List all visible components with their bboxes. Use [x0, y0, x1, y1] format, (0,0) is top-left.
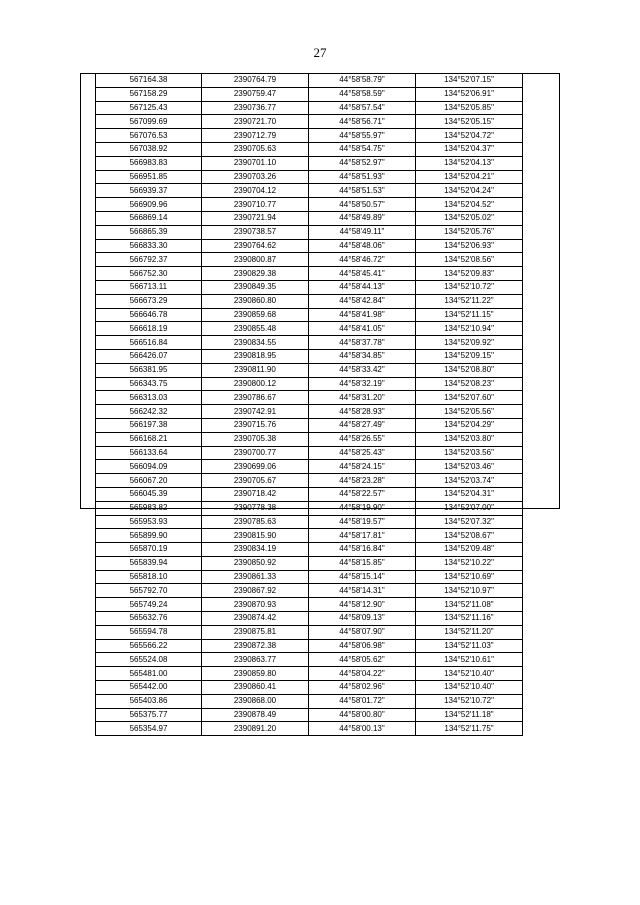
table-row [96, 653, 523, 667]
y-coordinate-cell: 2390742.91 [202, 405, 309, 419]
longitude-cell: 134°52'05.76" [416, 225, 523, 239]
y-coordinate-cell: 2390738.57 [202, 225, 309, 239]
table-row [96, 584, 523, 598]
x-coordinate-cell: 565983.82 [96, 501, 202, 515]
x-coordinate-cell: 566673.29 [96, 294, 202, 308]
x-coordinate-cell: 566951.85 [96, 170, 202, 184]
latitude-cell: 44°58'49.11" [309, 225, 416, 239]
x-coordinate-cell: 565481.00 [96, 667, 202, 681]
latitude-cell: 44°58'22.57" [309, 487, 416, 501]
longitude-cell: 134°52'03.74" [416, 474, 523, 488]
longitude-cell: 134°52'11.15" [416, 308, 523, 322]
y-coordinate-cell: 2390715.76 [202, 418, 309, 432]
x-coordinate-cell: 565749.24 [96, 598, 202, 612]
table-row [96, 570, 523, 584]
y-coordinate-cell: 2390891.20 [202, 722, 309, 736]
longitude-cell: 134°52'08.23" [416, 377, 523, 391]
y-coordinate-cell: 2390701.10 [202, 156, 309, 170]
x-coordinate-cell: 565354.97 [96, 722, 202, 736]
latitude-cell: 44°58'54.75" [309, 142, 416, 156]
table-row [96, 239, 523, 253]
table-row [96, 129, 523, 143]
x-coordinate-cell: 566792.37 [96, 253, 202, 267]
latitude-cell: 44°58'44.13" [309, 280, 416, 294]
latitude-cell: 44°58'51.93" [309, 170, 416, 184]
x-coordinate-cell: 565442.00 [96, 681, 202, 695]
x-coordinate-cell: 566939.37 [96, 184, 202, 198]
latitude-cell: 44°58'26.55" [309, 432, 416, 446]
x-coordinate-cell: 566045.39 [96, 487, 202, 501]
longitude-cell: 134°52'06.93" [416, 239, 523, 253]
latitude-cell: 44°58'19.57" [309, 515, 416, 529]
latitude-cell: 44°58'31.20" [309, 391, 416, 405]
table-row [96, 87, 523, 101]
latitude-cell: 44°58'52.97" [309, 156, 416, 170]
latitude-cell: 44°58'15.85" [309, 556, 416, 570]
x-coordinate-cell: 566618.19 [96, 322, 202, 336]
latitude-cell: 44°58'50.57" [309, 198, 416, 212]
table-row [96, 101, 523, 115]
longitude-cell: 134°52'11.75" [416, 722, 523, 736]
longitude-cell: 134°52'11.03" [416, 639, 523, 653]
x-coordinate-cell: 565524.08 [96, 653, 202, 667]
y-coordinate-cell: 2390721.94 [202, 211, 309, 225]
x-coordinate-cell: 565403.86 [96, 694, 202, 708]
longitude-cell: 134°52'07.00" [416, 501, 523, 515]
longitude-cell: 134°52'05.85" [416, 101, 523, 115]
x-coordinate-cell: 566067.20 [96, 474, 202, 488]
latitude-cell: 44°58'37.78" [309, 336, 416, 350]
y-coordinate-cell: 2390786.67 [202, 391, 309, 405]
x-coordinate-cell: 567038.92 [96, 142, 202, 156]
table-row [96, 543, 523, 557]
table-row [96, 694, 523, 708]
x-coordinate-cell: 566983.83 [96, 156, 202, 170]
table-row [96, 667, 523, 681]
y-coordinate-cell: 2390705.67 [202, 474, 309, 488]
table-row [96, 225, 523, 239]
y-coordinate-cell: 2390859.80 [202, 667, 309, 681]
y-coordinate-cell: 2390818.95 [202, 349, 309, 363]
longitude-cell: 134°52'04.29" [416, 418, 523, 432]
longitude-cell: 134°52'05.56" [416, 405, 523, 419]
longitude-cell: 134°52'07.32" [416, 515, 523, 529]
y-coordinate-cell: 2390834.19 [202, 543, 309, 557]
y-coordinate-cell: 2390829.38 [202, 267, 309, 281]
table-row [96, 74, 523, 88]
y-coordinate-cell: 2390705.38 [202, 432, 309, 446]
latitude-cell: 44°58'04.22" [309, 667, 416, 681]
x-coordinate-cell: 567076.53 [96, 129, 202, 143]
table-row [96, 308, 523, 322]
latitude-cell: 44°58'23.28" [309, 474, 416, 488]
longitude-cell: 134°52'04.21" [416, 170, 523, 184]
x-coordinate-cell: 565870.19 [96, 543, 202, 557]
latitude-cell: 44°58'33.42" [309, 363, 416, 377]
table-row [96, 211, 523, 225]
latitude-cell: 44°58'55.97" [309, 129, 416, 143]
longitude-cell: 134°52'11.08" [416, 598, 523, 612]
table-row [96, 460, 523, 474]
table-row [96, 418, 523, 432]
x-coordinate-cell: 565566.22 [96, 639, 202, 653]
longitude-cell: 134°52'07.60" [416, 391, 523, 405]
y-coordinate-cell: 2390855.48 [202, 322, 309, 336]
latitude-cell: 44°58'02.96" [309, 681, 416, 695]
y-coordinate-cell: 2390764.79 [202, 74, 309, 88]
longitude-cell: 134°52'10.97" [416, 584, 523, 598]
x-coordinate-cell: 566343.75 [96, 377, 202, 391]
table-row [96, 349, 523, 363]
latitude-cell: 44°58'32.19" [309, 377, 416, 391]
y-coordinate-cell: 2390878.49 [202, 708, 309, 722]
latitude-cell: 44°58'07.90" [309, 625, 416, 639]
x-coordinate-cell: 565818.10 [96, 570, 202, 584]
x-coordinate-cell: 566516.84 [96, 336, 202, 350]
x-coordinate-cell: 566426.07 [96, 349, 202, 363]
table-row [96, 446, 523, 460]
table-row [96, 639, 523, 653]
table-row [96, 708, 523, 722]
latitude-cell: 44°58'48.06" [309, 239, 416, 253]
latitude-cell: 44°58'49.89" [309, 211, 416, 225]
x-coordinate-cell: 566168.21 [96, 432, 202, 446]
y-coordinate-cell: 2390778.38 [202, 501, 309, 515]
longitude-cell: 134°52'04.37" [416, 142, 523, 156]
longitude-cell: 134°52'04.24" [416, 184, 523, 198]
y-coordinate-cell: 2390800.12 [202, 377, 309, 391]
longitude-cell: 134°52'11.16" [416, 612, 523, 626]
x-coordinate-cell: 567158.29 [96, 87, 202, 101]
y-coordinate-cell: 2390736.77 [202, 101, 309, 115]
longitude-cell: 134°52'10.22" [416, 556, 523, 570]
y-coordinate-cell: 2390850.92 [202, 556, 309, 570]
page-number: 27 [313, 45, 327, 60]
table-row [96, 115, 523, 129]
table-row [96, 280, 523, 294]
longitude-cell: 134°52'10.40" [416, 681, 523, 695]
table-row [96, 681, 523, 695]
x-coordinate-cell: 566381.95 [96, 363, 202, 377]
y-coordinate-cell: 2390860.80 [202, 294, 309, 308]
y-coordinate-cell: 2390703.26 [202, 170, 309, 184]
longitude-cell: 134°52'10.94" [416, 322, 523, 336]
y-coordinate-cell: 2390811.90 [202, 363, 309, 377]
table-row [96, 432, 523, 446]
longitude-cell: 134°52'05.15" [416, 115, 523, 129]
latitude-cell: 44°58'14.31" [309, 584, 416, 598]
latitude-cell: 44°58'00.13" [309, 722, 416, 736]
longitude-cell: 134°52'11.20" [416, 625, 523, 639]
y-coordinate-cell: 2390867.92 [202, 584, 309, 598]
latitude-cell: 44°58'16.84" [309, 543, 416, 557]
y-coordinate-cell: 2390710.77 [202, 198, 309, 212]
table-row [96, 501, 523, 515]
longitude-cell: 134°52'04.31" [416, 487, 523, 501]
y-coordinate-cell: 2390875.81 [202, 625, 309, 639]
table-row [96, 722, 523, 736]
latitude-cell: 44°58'05.62" [309, 653, 416, 667]
x-coordinate-cell: 565375.77 [96, 708, 202, 722]
latitude-cell: 44°58'06.98" [309, 639, 416, 653]
x-coordinate-cell: 566869.14 [96, 211, 202, 225]
longitude-cell: 134°52'09.15" [416, 349, 523, 363]
latitude-cell: 44°58'57.54" [309, 101, 416, 115]
table-row [96, 170, 523, 184]
longitude-cell: 134°52'09.83" [416, 267, 523, 281]
table-row [96, 556, 523, 570]
latitude-cell: 44°58'28.93" [309, 405, 416, 419]
latitude-cell: 44°58'41.05" [309, 322, 416, 336]
table-row [96, 612, 523, 626]
latitude-cell: 44°58'17.81" [309, 529, 416, 543]
longitude-cell: 134°52'10.72" [416, 280, 523, 294]
x-coordinate-cell: 565632.76 [96, 612, 202, 626]
y-coordinate-cell: 2390800.87 [202, 253, 309, 267]
x-coordinate-cell: 567099.69 [96, 115, 202, 129]
longitude-cell: 134°52'10.61" [416, 653, 523, 667]
coordinates-table-body [96, 74, 523, 736]
table-row [96, 515, 523, 529]
y-coordinate-cell: 2390859.68 [202, 308, 309, 322]
x-coordinate-cell: 565899.90 [96, 529, 202, 543]
table-row [96, 625, 523, 639]
x-coordinate-cell: 566646.78 [96, 308, 202, 322]
longitude-cell: 134°52'04.52" [416, 198, 523, 212]
x-coordinate-cell: 566865.39 [96, 225, 202, 239]
longitude-cell: 134°52'09.48" [416, 543, 523, 557]
y-coordinate-cell: 2390872.38 [202, 639, 309, 653]
y-coordinate-cell: 2390815.90 [202, 529, 309, 543]
latitude-cell: 44°58'24.15" [309, 460, 416, 474]
y-coordinate-cell: 2390699.06 [202, 460, 309, 474]
table-row [96, 322, 523, 336]
latitude-cell: 44°58'00.80" [309, 708, 416, 722]
latitude-cell: 44°58'45.41" [309, 267, 416, 281]
latitude-cell: 44°58'27.49" [309, 418, 416, 432]
longitude-cell: 134°52'03.46" [416, 460, 523, 474]
latitude-cell: 44°58'41.98" [309, 308, 416, 322]
longitude-cell: 134°52'08.67" [416, 529, 523, 543]
y-coordinate-cell: 2390860.41 [202, 681, 309, 695]
table-row [96, 487, 523, 501]
latitude-cell: 44°58'56.71" [309, 115, 416, 129]
x-coordinate-cell: 567164.38 [96, 74, 202, 88]
table-row [96, 184, 523, 198]
x-coordinate-cell: 565953.93 [96, 515, 202, 529]
longitude-cell: 134°52'03.56" [416, 446, 523, 460]
x-coordinate-cell: 566313.03 [96, 391, 202, 405]
x-coordinate-cell: 566094.09 [96, 460, 202, 474]
table-row [96, 363, 523, 377]
y-coordinate-cell: 2390874.42 [202, 612, 309, 626]
longitude-cell: 134°52'05.02" [416, 211, 523, 225]
longitude-cell: 134°52'11.18" [416, 708, 523, 722]
latitude-cell: 44°58'34.85" [309, 349, 416, 363]
latitude-cell: 44°58'09.13" [309, 612, 416, 626]
y-coordinate-cell: 2390705.63 [202, 142, 309, 156]
table-row [96, 391, 523, 405]
y-coordinate-cell: 2390764.62 [202, 239, 309, 253]
table-row [96, 267, 523, 281]
table-row [96, 377, 523, 391]
latitude-cell: 44°58'51.53" [309, 184, 416, 198]
table-row [96, 253, 523, 267]
x-coordinate-cell: 566909.96 [96, 198, 202, 212]
latitude-cell: 44°58'19.90" [309, 501, 416, 515]
y-coordinate-cell: 2390721.70 [202, 115, 309, 129]
table-row [96, 474, 523, 488]
table-row [96, 336, 523, 350]
table-row [96, 598, 523, 612]
longitude-cell: 134°52'11.22" [416, 294, 523, 308]
latitude-cell: 44°58'01.72" [309, 694, 416, 708]
y-coordinate-cell: 2390700.77 [202, 446, 309, 460]
x-coordinate-cell: 566133.64 [96, 446, 202, 460]
x-coordinate-cell: 565792.70 [96, 584, 202, 598]
y-coordinate-cell: 2390868.00 [202, 694, 309, 708]
x-coordinate-cell: 567125.43 [96, 101, 202, 115]
y-coordinate-cell: 2390712.79 [202, 129, 309, 143]
table-row [96, 198, 523, 212]
longitude-cell: 134°52'08.80" [416, 363, 523, 377]
table-row [96, 142, 523, 156]
latitude-cell: 44°58'42.84" [309, 294, 416, 308]
x-coordinate-cell: 566833.30 [96, 239, 202, 253]
longitude-cell: 134°52'10.69" [416, 570, 523, 584]
latitude-cell: 44°58'15.14" [309, 570, 416, 584]
latitude-cell: 44°58'12.90" [309, 598, 416, 612]
y-coordinate-cell: 2390785.63 [202, 515, 309, 529]
longitude-cell: 134°52'06.91" [416, 87, 523, 101]
latitude-cell: 44°58'58.79" [309, 74, 416, 88]
y-coordinate-cell: 2390834.55 [202, 336, 309, 350]
x-coordinate-cell: 566713.11 [96, 280, 202, 294]
longitude-cell: 134°52'10.40" [416, 667, 523, 681]
longitude-cell: 134°52'07.15" [416, 74, 523, 88]
y-coordinate-cell: 2390861.33 [202, 570, 309, 584]
longitude-cell: 134°52'04.72" [416, 129, 523, 143]
x-coordinate-cell: 566242.32 [96, 405, 202, 419]
table-row [96, 156, 523, 170]
y-coordinate-cell: 2390849.35 [202, 280, 309, 294]
coordinates-table [95, 73, 523, 736]
x-coordinate-cell: 566197.38 [96, 418, 202, 432]
table-row [96, 529, 523, 543]
latitude-cell: 44°58'58.59" [309, 87, 416, 101]
x-coordinate-cell: 565594.78 [96, 625, 202, 639]
table-row [96, 294, 523, 308]
y-coordinate-cell: 2390704.12 [202, 184, 309, 198]
y-coordinate-cell: 2390718.42 [202, 487, 309, 501]
x-coordinate-cell: 566752.30 [96, 267, 202, 281]
longitude-cell: 134°52'08.56" [416, 253, 523, 267]
x-coordinate-cell: 565839.94 [96, 556, 202, 570]
longitude-cell: 134°52'03.80" [416, 432, 523, 446]
table-row [96, 405, 523, 419]
y-coordinate-cell: 2390759.47 [202, 87, 309, 101]
y-coordinate-cell: 2390870.93 [202, 598, 309, 612]
longitude-cell: 134°52'09.92" [416, 336, 523, 350]
longitude-cell: 134°52'10.72" [416, 694, 523, 708]
latitude-cell: 44°58'25.43" [309, 446, 416, 460]
latitude-cell: 44°58'46.72" [309, 253, 416, 267]
longitude-cell: 134°52'04.13" [416, 156, 523, 170]
y-coordinate-cell: 2390863.77 [202, 653, 309, 667]
